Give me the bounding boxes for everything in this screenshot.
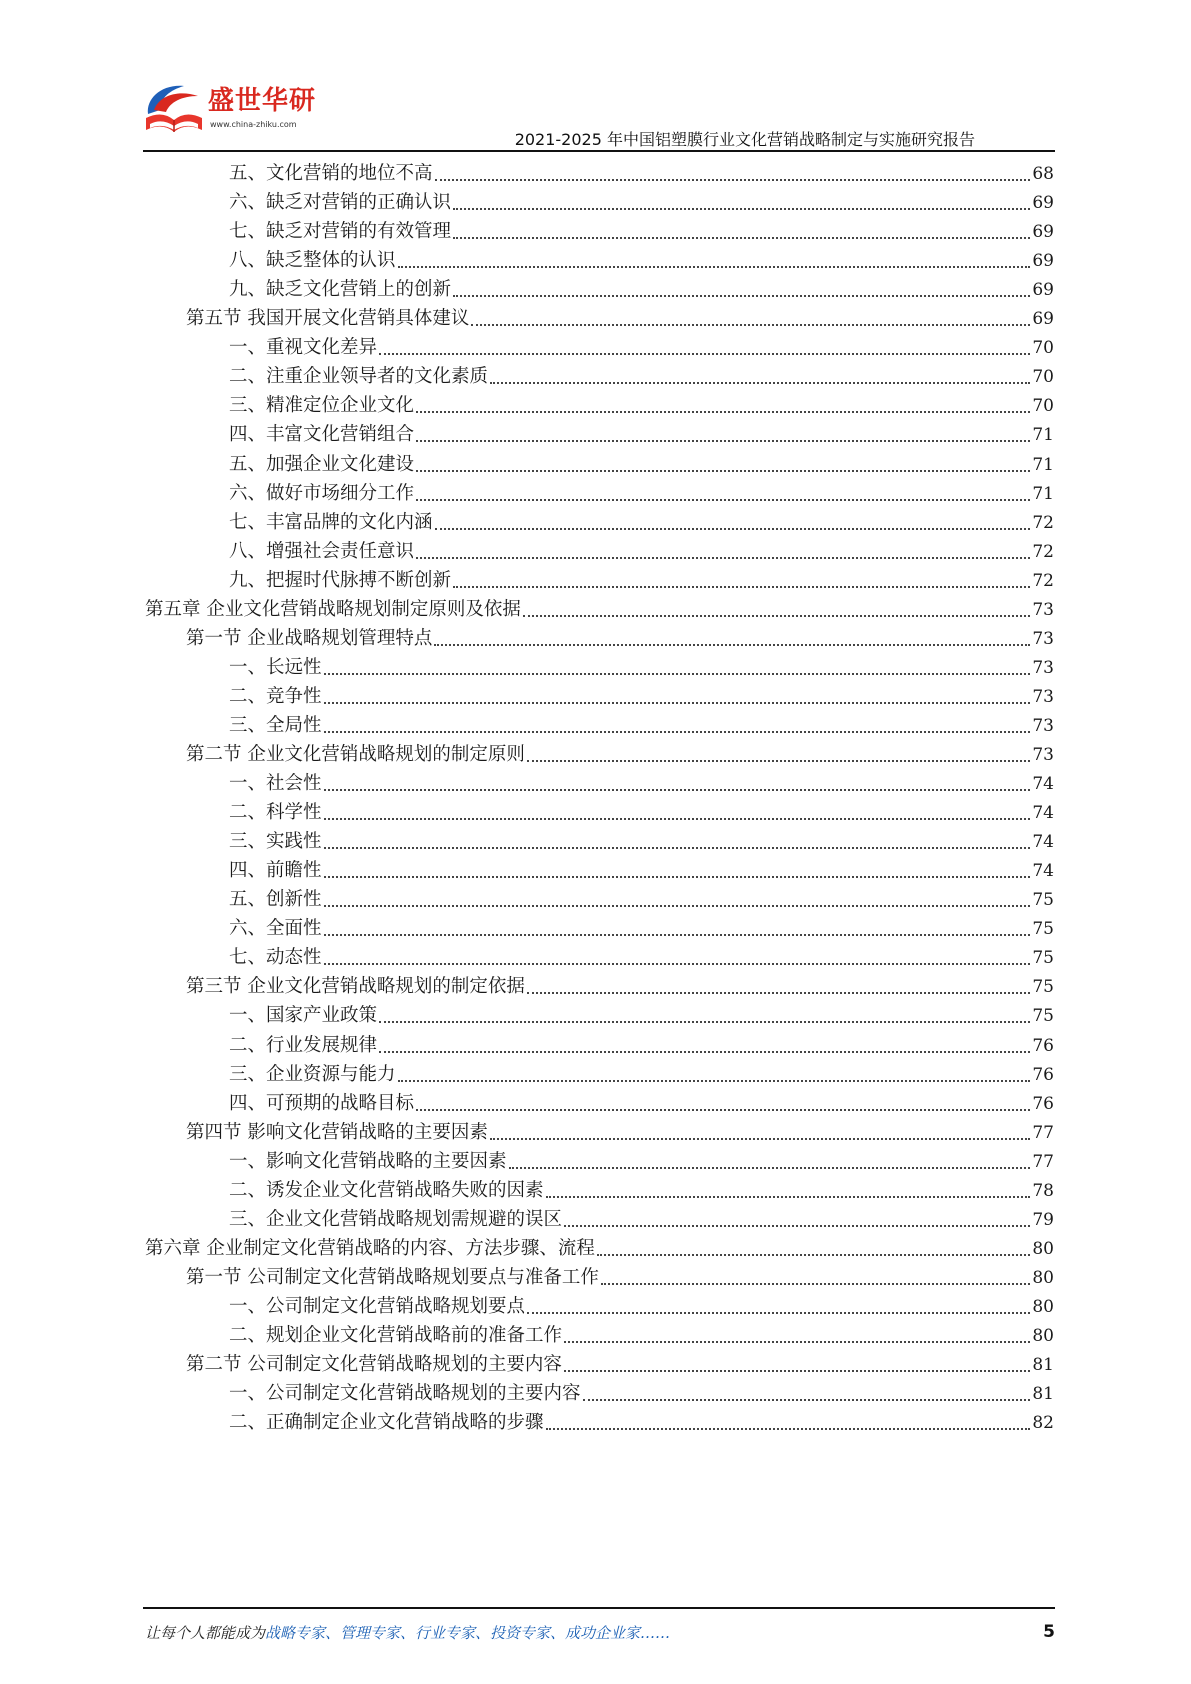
toc-subsection-entry[interactable] bbox=[229, 1380, 1054, 1408]
toc-entry-label: 一、公司制定文化营销战略规划的主要内容 bbox=[229, 1383, 581, 1405]
toc-entry-label: 五、文化营销的地位不高 bbox=[229, 163, 433, 184]
toc-dot-leader bbox=[490, 1137, 1030, 1140]
toc-subsection-entry[interactable] bbox=[229, 1293, 1054, 1321]
toc-dot-leader bbox=[435, 527, 1031, 530]
toc-entry-label: 九、把握时代脉搏不断创新 bbox=[229, 569, 452, 591]
toc-entry-label: 四、丰富文化营销组合 bbox=[229, 424, 415, 446]
toc-dot-leader bbox=[435, 178, 1031, 181]
toc-page-number: 73 bbox=[1032, 628, 1054, 649]
toc-entry-label: 八、增强社会责任意识 bbox=[229, 540, 415, 562]
toc-page-number: 73 bbox=[1032, 686, 1054, 707]
toc-entry-label: 二、行业发展规律 bbox=[229, 1034, 378, 1056]
toc-subsection-entry[interactable] bbox=[229, 1148, 1054, 1176]
toc-page-number: 79 bbox=[1032, 1209, 1054, 1230]
toc-page-number: 80 bbox=[1032, 1267, 1054, 1288]
toc-subsection-entry[interactable] bbox=[229, 363, 1054, 391]
toc-dot-leader bbox=[416, 556, 1030, 559]
toc-chapter-entry[interactable] bbox=[145, 596, 1054, 624]
toc-subsection-entry[interactable] bbox=[229, 392, 1054, 420]
toc-dot-leader bbox=[324, 788, 1031, 791]
toc-subsection-entry[interactable] bbox=[229, 654, 1054, 682]
toc-dot-leader bbox=[527, 759, 1030, 762]
toc-entry-label: 七、动态性 bbox=[229, 947, 322, 969]
toc-section-entry[interactable] bbox=[186, 1264, 1054, 1292]
toc-subsection-entry[interactable] bbox=[229, 712, 1054, 740]
toc-entry-label: 一、影响文化营销战略的主要因素 bbox=[229, 1150, 507, 1172]
toc-subsection-entry[interactable] bbox=[229, 189, 1054, 217]
toc-page-number: 75 bbox=[1032, 1006, 1054, 1027]
toc-dot-leader bbox=[324, 904, 1031, 907]
page-header bbox=[0, 0, 1191, 150]
toc-page-number: 72 bbox=[1032, 570, 1054, 591]
toc-subsection-entry[interactable] bbox=[229, 1177, 1054, 1205]
toc-subsection-entry[interactable] bbox=[229, 770, 1054, 798]
toc-subsection-entry[interactable] bbox=[229, 421, 1054, 449]
toc-entry-label: 三、全局性 bbox=[229, 714, 322, 736]
toc-dot-leader bbox=[434, 643, 1030, 646]
toc-dot-leader bbox=[416, 469, 1030, 472]
toc-subsection-entry[interactable] bbox=[229, 683, 1054, 711]
toc-page-number: 76 bbox=[1032, 1064, 1054, 1085]
toc-page-number: 82 bbox=[1032, 1413, 1054, 1434]
toc-subsection-entry[interactable] bbox=[229, 334, 1054, 362]
toc-dot-leader bbox=[379, 352, 1030, 355]
toc-entry-label: 二、注重企业领导者的文化素质 bbox=[229, 366, 489, 388]
toc-section-entry[interactable] bbox=[186, 305, 1054, 333]
toc-subsection-entry[interactable] bbox=[229, 1090, 1054, 1118]
toc-entry-label: 一、公司制定文化营销战略规划要点 bbox=[229, 1295, 526, 1317]
toc-subsection-entry[interactable] bbox=[229, 160, 1054, 188]
toc-page-number: 80 bbox=[1032, 1238, 1054, 1259]
toc-dot-leader bbox=[416, 498, 1030, 501]
toc-entry-label: 七、缺乏对营销的有效管理 bbox=[229, 221, 452, 243]
toc-page-number: 75 bbox=[1032, 919, 1054, 940]
toc-entry-label: 一、社会性 bbox=[229, 773, 322, 795]
toc-dot-leader bbox=[546, 1427, 1031, 1430]
toc-dot-leader bbox=[324, 730, 1031, 733]
toc-entry-label: 第五节 我国开展文化营销具体建议 bbox=[186, 308, 470, 330]
toc-dot-leader bbox=[379, 1020, 1030, 1023]
toc-subsection-entry[interactable] bbox=[229, 1002, 1054, 1030]
toc-dot-leader bbox=[324, 933, 1031, 936]
toc-page-number: 78 bbox=[1032, 1180, 1054, 1201]
toc-dot-leader bbox=[324, 962, 1031, 965]
toc-dot-leader bbox=[471, 323, 1030, 326]
toc-page-number: 70 bbox=[1032, 367, 1054, 388]
toc-subsection-entry[interactable] bbox=[229, 915, 1054, 943]
toc-dot-leader bbox=[324, 846, 1031, 849]
toc-page-number: 75 bbox=[1032, 977, 1054, 998]
toc-entry-label: 第一节 企业战略规划管理特点 bbox=[186, 627, 433, 649]
toc-entry-label: 二、竞争性 bbox=[229, 685, 322, 707]
toc-subsection-entry[interactable] bbox=[229, 538, 1054, 566]
toc-page-number: 69 bbox=[1032, 222, 1054, 243]
toc-subsection-entry[interactable] bbox=[229, 480, 1054, 508]
toc-dot-leader bbox=[490, 381, 1030, 384]
toc-page-number: 74 bbox=[1032, 832, 1054, 853]
toc-subsection-entry[interactable] bbox=[229, 567, 1054, 595]
toc-subsection-entry[interactable] bbox=[229, 828, 1054, 856]
toc-dot-leader bbox=[379, 1050, 1030, 1053]
toc-section-entry[interactable] bbox=[186, 741, 1054, 769]
toc-page-number: 69 bbox=[1032, 251, 1054, 272]
footer-slogan-highlight: 战略专家、管理专家、行业专家、投资专家、成功企业家…… bbox=[265, 1624, 671, 1642]
toc-section-entry[interactable] bbox=[186, 1351, 1054, 1379]
toc-entry-label: 五、加强企业文化建设 bbox=[229, 453, 415, 475]
page-footer bbox=[145, 1622, 1055, 1648]
toc-page-number: 70 bbox=[1032, 338, 1054, 359]
toc-dot-leader bbox=[601, 1282, 1030, 1285]
toc-page-number: 72 bbox=[1032, 541, 1054, 562]
toc-subsection-entry[interactable] bbox=[229, 1322, 1054, 1350]
logo-url: www.china-zhiku.com bbox=[210, 120, 297, 129]
toc-dot-leader bbox=[453, 294, 1030, 297]
toc-entry-label: 六、做好市场细分工作 bbox=[229, 482, 415, 504]
toc-subsection-entry[interactable] bbox=[229, 1409, 1054, 1437]
toc-dot-leader bbox=[398, 1079, 1031, 1082]
toc-section-entry[interactable] bbox=[186, 625, 1054, 653]
toc-page-number: 76 bbox=[1032, 1035, 1054, 1056]
toc-page-number: 73 bbox=[1032, 745, 1054, 765]
toc-entry-label: 二、规划企业文化营销战略前的准备工作 bbox=[229, 1325, 563, 1346]
toc-entry-label: 三、企业资源与能力 bbox=[229, 1063, 396, 1085]
toc-dot-leader bbox=[527, 991, 1030, 994]
toc-entry-label: 四、前瞻性 bbox=[229, 860, 322, 882]
toc-dot-leader bbox=[416, 439, 1030, 442]
toc-dot-leader bbox=[564, 1369, 1030, 1372]
toc-dot-leader bbox=[564, 1340, 1030, 1343]
toc-entry-label: 三、实践性 bbox=[229, 831, 322, 853]
toc-page-number: 71 bbox=[1032, 454, 1054, 475]
toc-page-number: 80 bbox=[1032, 1326, 1054, 1346]
document-title: 2021-2025 年中国铝塑膜行业文化营销战略制定与实施研究报告 bbox=[514, 130, 975, 149]
toc-entry-label: 二、科学性 bbox=[229, 802, 322, 824]
company-logo bbox=[140, 80, 315, 140]
logo-wordmark: 盛世华研 bbox=[208, 86, 317, 116]
toc-dot-leader bbox=[546, 1195, 1031, 1198]
toc-entry-label: 第二节 公司制定文化营销战略规划的主要内容 bbox=[186, 1354, 562, 1376]
toc-entry-label: 二、正确制定企业文化营销战略的步骤 bbox=[229, 1412, 544, 1434]
toc-page-number: 69 bbox=[1032, 193, 1054, 214]
toc-entry-label: 一、长远性 bbox=[229, 656, 322, 678]
toc-subsection-entry[interactable] bbox=[229, 218, 1054, 246]
toc-subsection-entry[interactable] bbox=[229, 1061, 1054, 1089]
toc-page-number: 72 bbox=[1032, 512, 1054, 533]
toc-dot-leader bbox=[453, 585, 1030, 588]
toc-page-number: 75 bbox=[1032, 890, 1054, 911]
toc-dot-leader bbox=[509, 1166, 1031, 1169]
toc-entry-label: 第一节 公司制定文化营销战略规划要点与准备工作 bbox=[186, 1266, 599, 1288]
toc-dot-leader bbox=[523, 614, 1030, 617]
toc-page-number: 76 bbox=[1032, 1093, 1054, 1114]
toc-section-entry[interactable] bbox=[186, 973, 1054, 1001]
toc-entry-label: 六、缺乏对营销的正确认识 bbox=[229, 192, 452, 214]
toc-subsection-entry[interactable] bbox=[229, 799, 1054, 827]
toc-dot-leader bbox=[583, 1398, 1031, 1401]
toc-entry-label: 二、诱发企业文化营销战略失败的因素 bbox=[229, 1179, 544, 1201]
toc-subsection-entry[interactable] bbox=[229, 451, 1054, 479]
toc-dot-leader bbox=[324, 817, 1031, 820]
toc-page-number: 75 bbox=[1032, 948, 1054, 969]
toc-dot-leader bbox=[416, 410, 1030, 413]
toc-dot-leader bbox=[453, 207, 1030, 210]
toc-page-number: 74 bbox=[1032, 774, 1054, 795]
toc-subsection-entry[interactable] bbox=[229, 1206, 1054, 1234]
toc-dot-leader bbox=[324, 701, 1031, 704]
toc-entry-label: 三、精准定位企业文化 bbox=[229, 395, 415, 417]
toc-page-number: 81 bbox=[1032, 1355, 1054, 1376]
toc-entry-label: 一、重视文化差异 bbox=[229, 337, 378, 359]
toc-subsection-entry[interactable] bbox=[229, 509, 1054, 537]
toc-page-number: 77 bbox=[1032, 1151, 1054, 1172]
toc-entry-label: 第四节 影响文化营销战略的主要因素 bbox=[186, 1121, 488, 1143]
toc-entry-label: 六、全面性 bbox=[229, 918, 322, 940]
toc-dot-leader bbox=[527, 1311, 1030, 1314]
toc-dot-leader bbox=[398, 265, 1031, 268]
toc-chapter-entry[interactable] bbox=[145, 1235, 1054, 1263]
toc-entry-label: 四、可预期的战略目标 bbox=[229, 1092, 415, 1114]
toc-entry-label: 第六章 企业制定文化营销战略的内容、方法步骤、流程 bbox=[145, 1237, 595, 1259]
toc-page-number: 80 bbox=[1032, 1296, 1054, 1317]
toc-entry-label: 七、丰富品牌的文化内涵 bbox=[229, 511, 433, 533]
toc-entry-label: 第二节 企业文化营销战略规划的制定原则 bbox=[186, 744, 525, 765]
toc-page-number: 81 bbox=[1032, 1384, 1054, 1405]
toc-entry-label: 九、缺乏文化营销上的创新 bbox=[229, 279, 452, 301]
toc-entry-label: 八、缺乏整体的认识 bbox=[229, 250, 396, 272]
toc-entry-label: 第三节 企业文化营销战略规划的制定依据 bbox=[186, 976, 525, 998]
toc-page-number: 68 bbox=[1032, 164, 1054, 184]
toc-page-number: 73 bbox=[1032, 657, 1054, 678]
toc-page-number: 69 bbox=[1032, 309, 1054, 330]
page-number: 5 bbox=[1043, 1622, 1055, 1642]
toc-entry-label: 五、创新性 bbox=[229, 889, 322, 911]
header-divider bbox=[143, 150, 1055, 152]
logo-book-icon bbox=[140, 80, 210, 142]
toc-dot-leader bbox=[324, 875, 1031, 878]
footer-slogan-lead: 让每个人都能成为 bbox=[145, 1624, 266, 1642]
toc-subsection-entry[interactable] bbox=[229, 944, 1054, 972]
toc-subsection-entry[interactable] bbox=[229, 886, 1054, 914]
toc-page-number: 69 bbox=[1032, 280, 1054, 301]
toc-page-number: 71 bbox=[1032, 483, 1054, 504]
toc-page-number: 77 bbox=[1032, 1122, 1054, 1143]
toc-page-number: 73 bbox=[1032, 599, 1054, 620]
toc-entry-label: 三、企业文化营销战略规划需规避的误区 bbox=[229, 1208, 563, 1230]
toc-section-entry[interactable] bbox=[186, 1119, 1054, 1147]
toc-subsection-entry[interactable] bbox=[229, 857, 1054, 885]
toc-page-number: 73 bbox=[1032, 715, 1054, 736]
toc-subsection-entry[interactable] bbox=[229, 247, 1054, 275]
footer-divider bbox=[143, 1607, 1055, 1609]
toc-page-number: 74 bbox=[1032, 803, 1054, 824]
toc-dot-leader bbox=[597, 1253, 1030, 1256]
toc-subsection-entry[interactable] bbox=[229, 1032, 1054, 1060]
toc-page-number: 71 bbox=[1032, 425, 1054, 446]
toc-page-number: 74 bbox=[1032, 861, 1054, 882]
toc-subsection-entry[interactable] bbox=[229, 276, 1054, 304]
toc-page-number: 70 bbox=[1032, 396, 1054, 417]
toc-dot-leader bbox=[324, 672, 1031, 675]
toc-entry-label: 第五章 企业文化营销战略规划制定原则及依据 bbox=[145, 598, 521, 620]
toc-entry-label: 一、国家产业政策 bbox=[229, 1005, 378, 1027]
toc-dot-leader bbox=[564, 1224, 1030, 1227]
toc-dot-leader bbox=[416, 1108, 1030, 1111]
toc-dot-leader bbox=[453, 236, 1030, 239]
